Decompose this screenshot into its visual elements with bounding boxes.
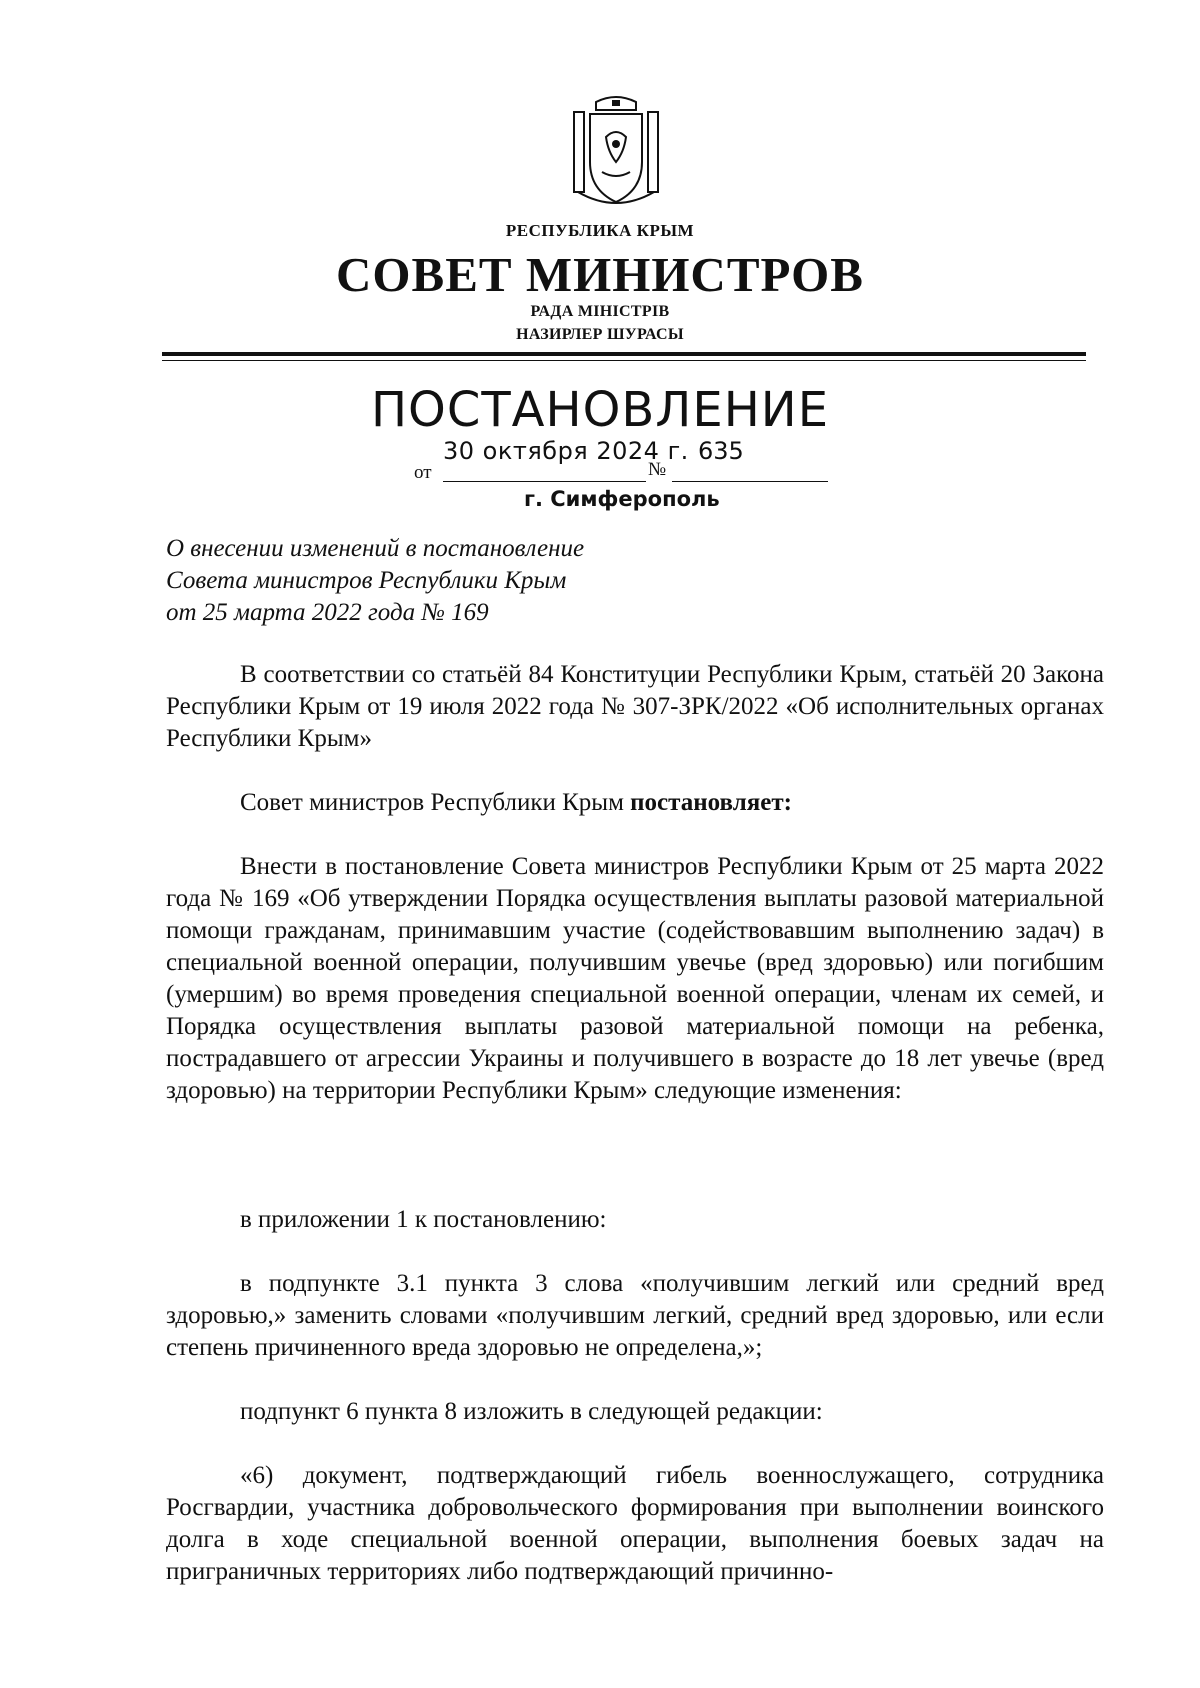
number-value: 635 — [698, 437, 744, 465]
crimea-coat-of-arms-icon — [566, 92, 666, 212]
number-label: № — [648, 459, 667, 480]
resolves-bold: постановляет: — [630, 789, 792, 816]
header-divider-thick — [162, 352, 1086, 356]
resolves-text: Совет министров Республики Крым — [240, 789, 631, 816]
decree-title: ПОСТАНОВЛЕНИЕ — [370, 382, 830, 438]
paragraph-new-text: «6) документ, подтверждающий гибель военнослужащего, сотрудника Росгвардии, участника добровольческого формирования при выполнении воинского долга в ходе специальной военной операции, выполнения боевых задач на приграничных территориях либо подтверждающий причинно- — [166, 1462, 1104, 1585]
date-label: от — [414, 462, 432, 483]
paragraph-resolves — [166, 787, 1104, 819]
paragraph-appendix: в приложении 1 к постановлению: — [240, 1206, 607, 1233]
council-name-ukrainian: РАДА МІНІСТРІВ — [530, 303, 670, 320]
date-value: 30 октября 2024 г. — [443, 437, 689, 465]
header-divider-thin — [162, 360, 1086, 361]
council-name-crimean-tatar: НАЗИРЛЕР ШУРАСЫ — [516, 326, 684, 343]
decree-subject: О внесении изменений в постановление Совета министров Республики Крым от 25 марта 2022 года № 169 — [166, 535, 585, 626]
date-underline — [443, 481, 646, 482]
paragraph-legal-basis: В соответствии со статьёй 84 Конституции Республики Крым, статьёй 20 Закона Республики Крым от 19 июля 2022 года № 307-ЗРК/2022 «Об исполнительных органах Республики Крым» — [166, 661, 1104, 752]
republic-name: РЕСПУБЛИКА КРЫМ — [505, 221, 695, 240]
city: г. Симферополь — [524, 487, 720, 511]
council-name: СОВЕТ МИНИСТРОВ — [336, 247, 864, 302]
paragraph-subclause-3-1: в подпункте 3.1 пункта 3 слова «получившим легкий или средний вред здоровью,» заменить словами «получившим легкий, средний вред здоровью, или если степень причиненного вреда здоровью не определена,»; — [166, 1270, 1104, 1361]
number-underline — [672, 481, 828, 482]
paragraph-amendment: Внести в постановление Совета министров Республики Крым от 25 марта 2022 года № 169 «Об утверждении Порядка осуществления выплаты разовой материальной помощи гражданам, принимавшим участие (содействовавшим выполнению задач) в специальной военной операции, получившим увечье (вред здоровью) или погибшим (умершим) во время проведения специальной военной операции, членам их семей, и Порядка осуществления выплаты разовой материальной помощи на ребенка, пострадавшего от агрессии Украины и получившего в возрасте до 18 лет увечье (вред здоровью) на территории Республики Крым» следующие изменения: — [166, 853, 1104, 1104]
paragraph-subclause-6: подпункт 6 пункта 8 изложить в следующей редакции: — [240, 1398, 823, 1425]
